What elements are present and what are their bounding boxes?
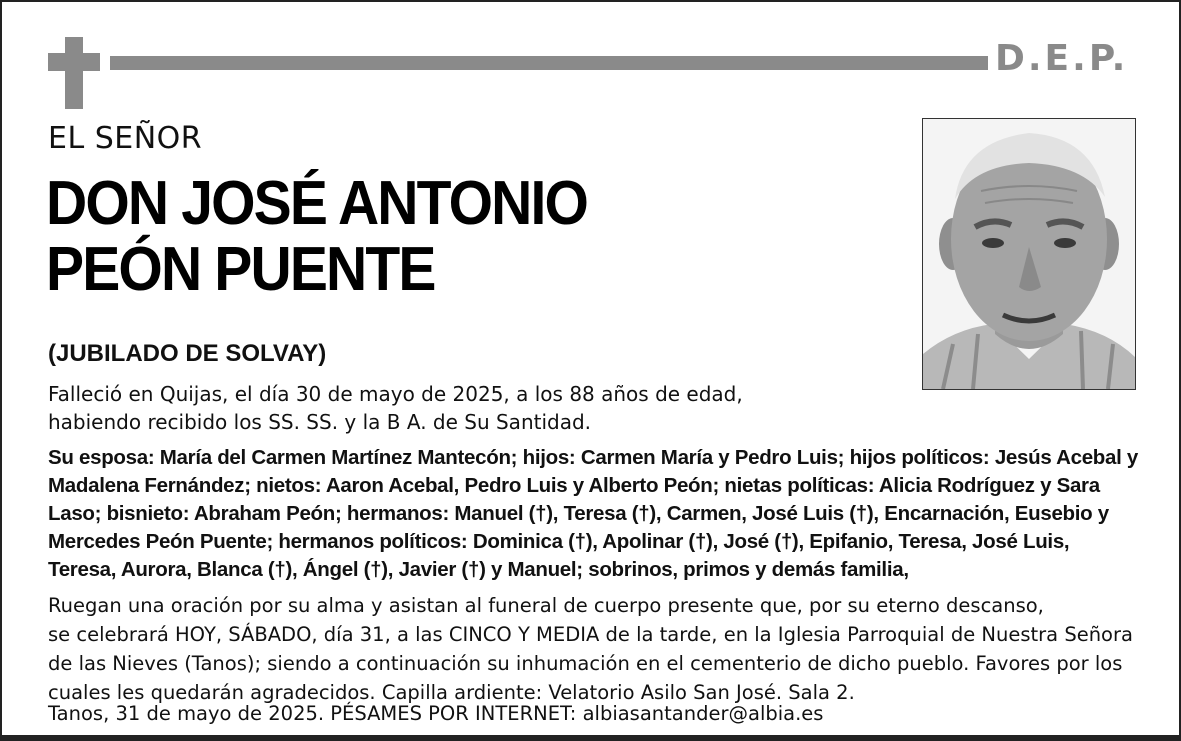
death-line-2: habiendo recibido los SS. SS. y la B A. de Su Santidad. (48, 410, 592, 434)
funeral-line-1: Ruegan una oración por su alma y asistan al funeral de cuerpo presente que, por su eterno descanso, (48, 594, 1044, 617)
footer-line: Tanos, 31 de mayo de 2025. PÉSAMES POR INTERNET: albiasantander@albia.es (48, 702, 824, 725)
cross-vertical-bar (65, 37, 83, 109)
death-line-1: Falleció en Quijas, el día 30 de mayo de 2025, a los 88 años de edad, (48, 382, 743, 406)
funeral-line-3: de las Nieves (Tanos); siendo a continuación su inhumación en el cementerio de dicho pueblo. Favores por los (48, 652, 1123, 675)
portrait-icon (923, 119, 1135, 389)
cross-horizontal-bar (48, 53, 100, 71)
header-rule (110, 56, 988, 70)
title-prefix: EL SEÑOR (48, 121, 203, 156)
family-list: Su esposa: María del Carmen Martínez Mantecón; hijos: Carmen María y Pedro Luis; hijos políticos: Jesús Acebal y Madalena Fernández; nietos: Aaron Acebal, Pedro Luis y Alberto Peón; nietas políticas: Alicia Rodríguez y Sara Laso; bisnieto: Abraham Peón; hermanos: Manuel (†), Teresa (†), Carmen, José Luis (†), Encarnación, Eusebio y Mercedes Peón Puente; hermanos políticos: Dominica (†), Apolinar (†), José (†), Epifanio, Teresa, José Luis, Teresa, Aurora, Blanca (†), Ángel (†), Javier (†) y Manuel; sobrinos, primos y demás familia, (48, 446, 1139, 581)
funeral-line-2: se celebrará HOY, SÁBADO, día 31, a las CINCO Y MEDIA de la tarde, en la Iglesia Parroquial de Nuestra Señora (48, 623, 1133, 646)
name-line-2: PEÓN PUENTE (46, 235, 435, 304)
portrait-photo (922, 118, 1136, 390)
death-details (48, 380, 743, 436)
dep-label: D.E.P. (995, 38, 1129, 79)
funeral-line-4: cuales les quedarán agradecidos. Capilla ardiente: Velatorio Asilo San José. Sala 2. (48, 681, 855, 704)
occupation: (JUBILADO DE SOLVAY) (48, 340, 327, 367)
name-line-1: DON JOSÉ ANTONIO (46, 169, 588, 238)
deceased-name (46, 171, 587, 303)
funeral-details (48, 591, 1138, 707)
